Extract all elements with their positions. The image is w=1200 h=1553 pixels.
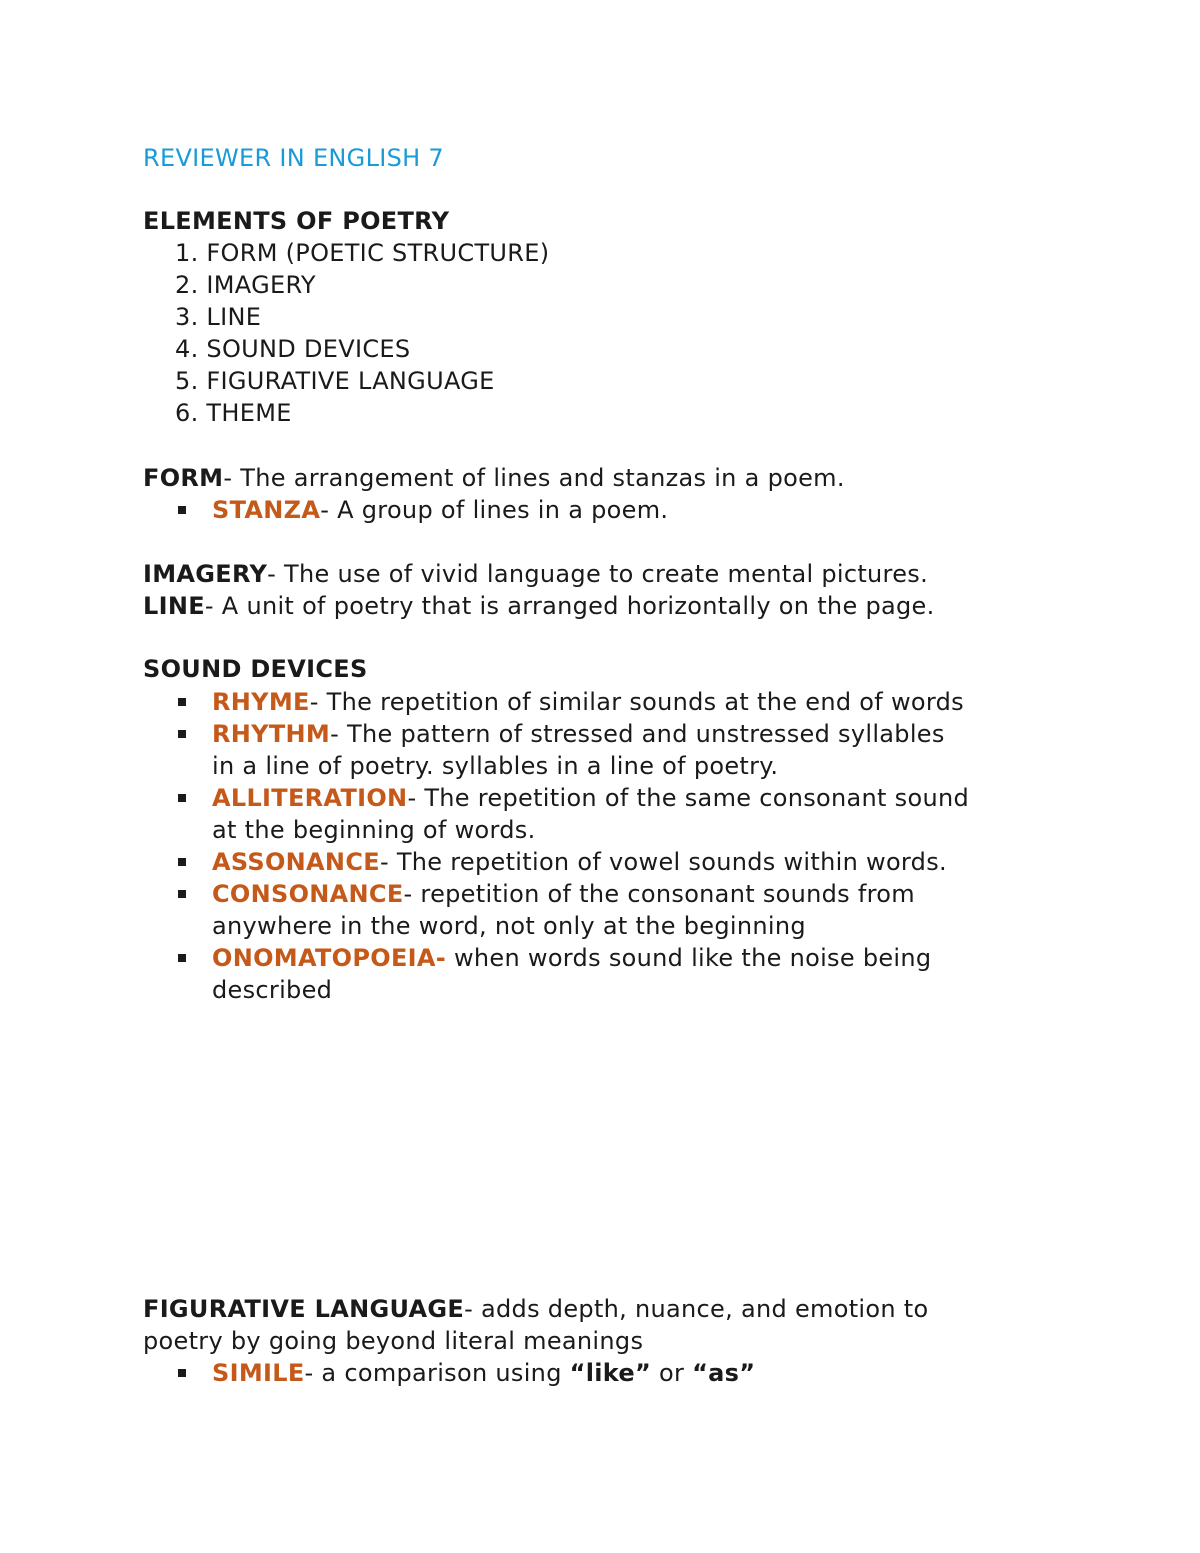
bullet-icon xyxy=(178,846,192,878)
bullet-icon xyxy=(178,942,192,974)
form-term: FORM xyxy=(143,464,224,492)
sound-devices-heading: SOUND DEVICES xyxy=(143,655,368,683)
bullet-icon xyxy=(178,878,192,910)
bullet-icon xyxy=(178,686,192,718)
list-item: 2. IMAGERY xyxy=(175,271,316,299)
figurative-def-continued: poetry by going beyond literal meanings xyxy=(143,1327,644,1355)
simile-or: or xyxy=(651,1359,693,1387)
bullet-icon xyxy=(178,782,192,814)
form-definition xyxy=(143,462,845,494)
stanza-term: STANZA xyxy=(212,496,321,524)
assonance-definition xyxy=(212,846,947,878)
stanza-definition xyxy=(212,494,668,526)
elements-heading: ELEMENTS OF POETRY xyxy=(143,207,450,235)
document-title: REVIEWER IN ENGLISH 7 xyxy=(143,144,445,172)
imagery-definition xyxy=(143,558,928,590)
rhythm-term: RHYTHM xyxy=(212,720,331,748)
rhyme-term: RHYME xyxy=(212,688,310,716)
list-item: 4. SOUND DEVICES xyxy=(175,335,411,363)
figurative-def: - adds depth, nuance, and emotion to xyxy=(464,1295,929,1323)
consonance-term: CONSONANCE xyxy=(212,880,404,908)
bullet-icon xyxy=(178,494,192,526)
list-item: 3. LINE xyxy=(175,303,262,331)
onomatopoeia-def-continued: described xyxy=(212,976,333,1004)
consonance-def: - repetition of the consonant sounds from xyxy=(403,880,915,908)
alliteration-definition xyxy=(212,782,969,814)
rhyme-def: - The repetition of similar sounds at the end of words xyxy=(309,688,964,716)
figurative-term: FIGURATIVE LANGUAGE xyxy=(143,1295,465,1323)
onomatopoeia-def: when words sound like the noise being xyxy=(446,944,932,972)
onomatopoeia-definition xyxy=(212,942,931,974)
simile-def: - a comparison using xyxy=(304,1359,570,1387)
list-item: 5. FIGURATIVE LANGUAGE xyxy=(175,367,495,395)
line-term: LINE xyxy=(143,592,205,620)
line-definition xyxy=(143,590,935,622)
bullet-icon xyxy=(178,718,192,750)
rhythm-def: - The pattern of stressed and unstressed syllables xyxy=(330,720,945,748)
figurative-definition xyxy=(143,1293,928,1325)
simile-term: SIMILE xyxy=(212,1359,305,1387)
rhythm-definition xyxy=(212,718,945,750)
list-item: 1. FORM (POETIC STRUCTURE) xyxy=(175,239,550,267)
assonance-def: - The repetition of vowel sounds within words. xyxy=(379,848,947,876)
list-item: 6. THEME xyxy=(175,399,292,427)
consonance-definition xyxy=(212,878,915,910)
simile-as: “as” xyxy=(692,1359,756,1387)
alliteration-def: - The repetition of the same consonant sound xyxy=(407,784,970,812)
simile-like: “like” xyxy=(569,1359,652,1387)
onomatopoeia-term: ONOMATOPOEIA- xyxy=(212,944,447,972)
form-def: - The arrangement of lines and stanzas in a poem. xyxy=(223,464,845,492)
alliteration-term: ALLITERATION xyxy=(212,784,408,812)
alliteration-def-continued: at the beginning of words. xyxy=(212,816,536,844)
rhythm-def-continued: in a line of poetry. syllables in a line of poetry. xyxy=(212,752,779,780)
line-def: - A unit of poetry that is arranged horizontally on the page. xyxy=(204,592,935,620)
imagery-def: - The use of vivid language to create mental pictures. xyxy=(267,560,929,588)
bullet-icon xyxy=(178,1357,192,1389)
imagery-term: IMAGERY xyxy=(143,560,268,588)
consonance-def-continued: anywhere in the word, not only at the beginning xyxy=(212,912,806,940)
assonance-term: ASSONANCE xyxy=(212,848,380,876)
stanza-def: - A group of lines in a poem. xyxy=(320,496,669,524)
rhyme-definition xyxy=(212,686,964,718)
simile-definition xyxy=(212,1357,755,1389)
